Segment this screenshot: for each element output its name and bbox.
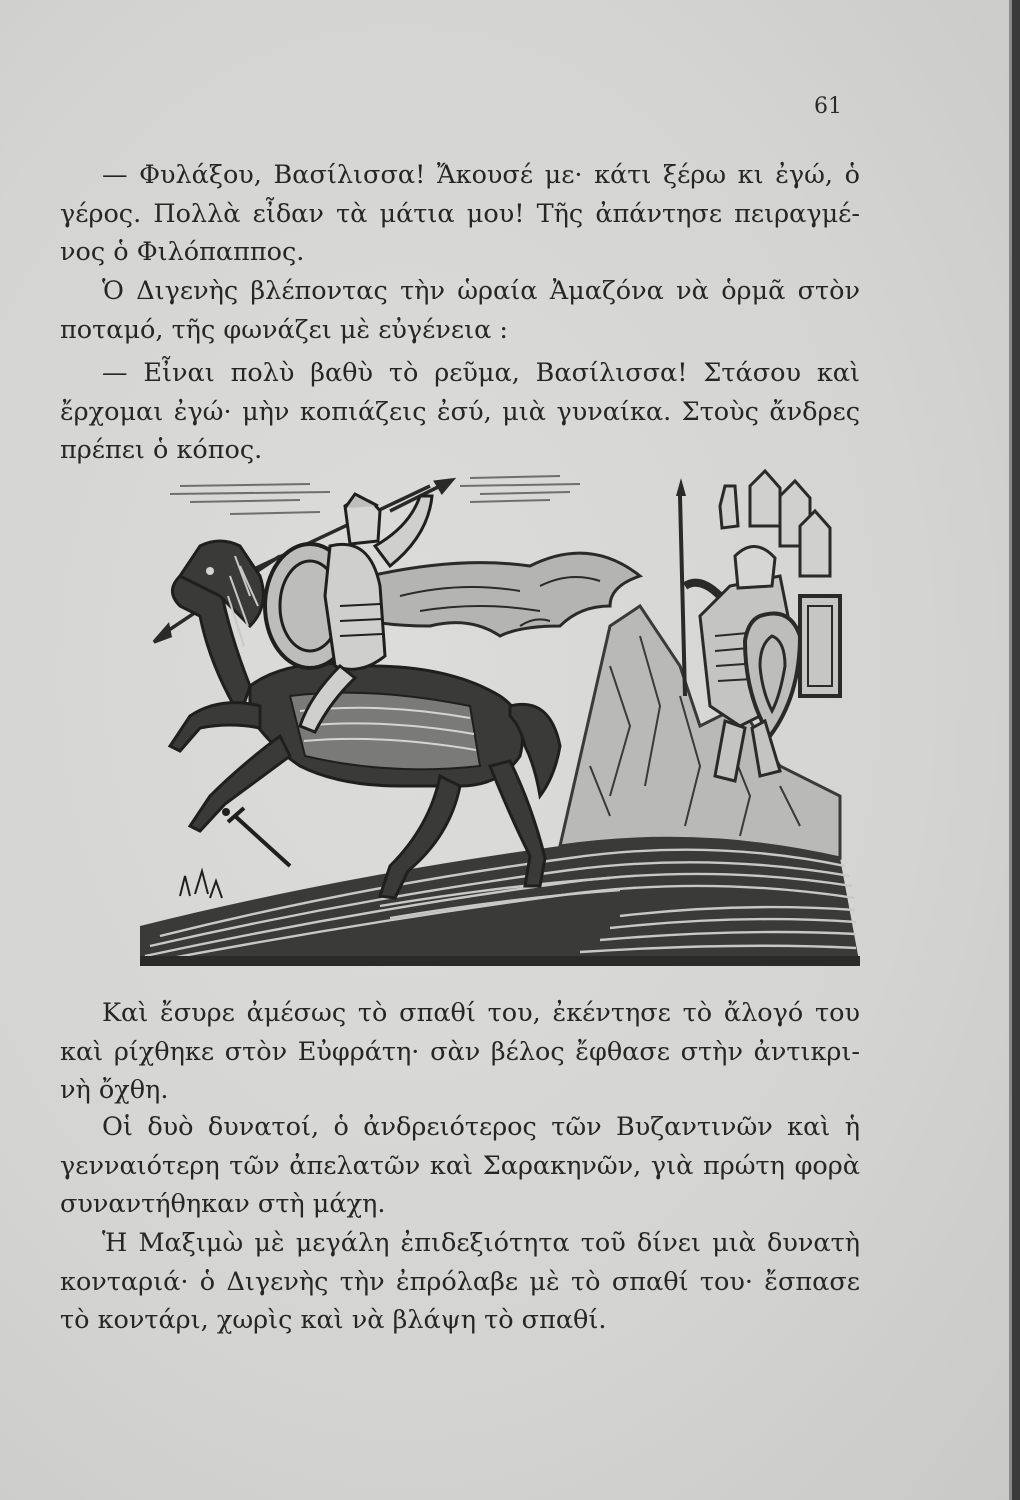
paragraph-2	[60, 272, 860, 349]
text-line: τὸ κοντάρι, χωρὶς καὶ νὰ βλάψη τὸ σπαθί.	[60, 1305, 607, 1335]
woodcut-illustration	[140, 466, 860, 966]
fallen-sword	[222, 808, 290, 866]
cape	[350, 553, 640, 636]
paragraph-4	[60, 994, 860, 1110]
text-line: ἔρχομαι ἐγώ· μὴν κοπιάζεις ἐσύ, μιὰ γυναίκα. Στοὺς ἄνδρες	[60, 396, 860, 427]
shrubs	[180, 871, 222, 898]
text-line: Ἡ Μαξιμὼ μὲ μεγάλη ἐπιδεξιότητα τοῦ δίνει μιὰ δυνατὴ	[102, 1228, 860, 1258]
text-line: συναντήθηκαν στὴ μάχη.	[60, 1189, 386, 1219]
paragraph-5	[60, 1108, 860, 1224]
paragraph-1	[60, 156, 860, 272]
text-line: καὶ ρίχθηκε στὸν Εὐφράτη· σὰν βέλος ἔφθασε στὴν ἀντικρι-	[60, 1036, 860, 1067]
page-number: 61	[814, 94, 842, 119]
text-line: — Φυλάξου, Βασίλισσα! Ἄκουσέ με· κάτι ξέρω κι ἐγώ, ὁ	[102, 160, 860, 190]
text-line: νος ὁ Φιλόπαππος.	[60, 237, 305, 267]
paragraph-3	[60, 354, 860, 470]
text-line: κονταριά· ὁ Διγενὴς τὴν ἐπρόλαβε μὲ τὸ σπαθί του· ἔσπασε	[60, 1266, 860, 1297]
text-line: γενναιότερη τῶν ἀπελατῶν καὶ Σαρακηνῶν, γιὰ πρώτη φορὰ	[60, 1150, 860, 1181]
text-line: Καὶ ἔσυρε ἀμέσως τὸ σπαθί του, ἐκέντησε τὸ ἄλογό του	[102, 998, 860, 1028]
text-line: νὴ ὄχθη.	[60, 1075, 169, 1105]
text-line: Ὁ Διγενὴς βλέποντας τὴν ὡραία Ἀμαζόνα νὰ ὁρμᾶ στὸν	[102, 276, 860, 306]
ground	[140, 838, 860, 966]
paragraph-6	[60, 1224, 860, 1340]
woodcut-svg	[140, 466, 860, 966]
text-line: — Εἶναι πολὺ βαθὺ τὸ ρεῦμα, Βασίλισσα! Στάσου καὶ	[102, 358, 860, 388]
text-line: πρέπει ὁ κόπος.	[60, 435, 263, 465]
text-line: ποταμό, τῆς φωνάζει μὲ εὐγένεια :	[60, 314, 509, 345]
text-line: Οἱ δυὸ δυνατοί, ὁ ἀνδρειότερος τῶν Βυζαντινῶν καὶ ἡ	[102, 1112, 860, 1142]
text-line: γέρος. Πολλὰ εἶδαν τὰ μάτια μου! Τῆς ἀπάντησε πειραγμέ-	[60, 198, 860, 229]
